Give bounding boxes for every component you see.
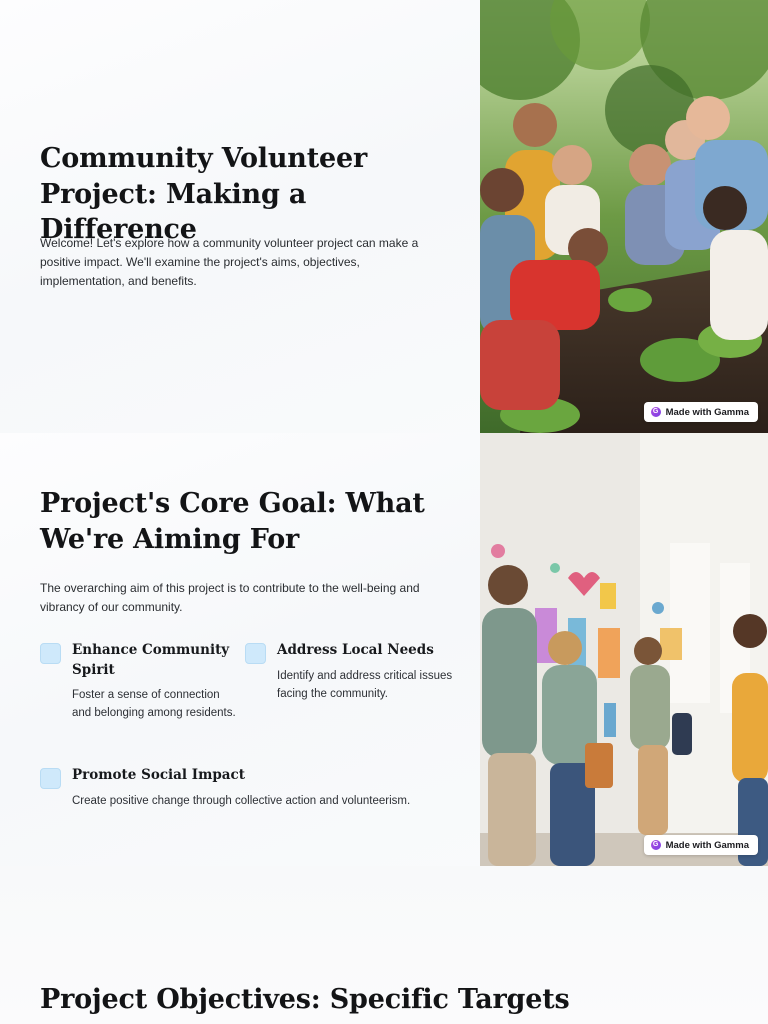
gamma-logo-icon: G — [651, 407, 661, 417]
slide-title: Community Volunteer Project: Making a Difference — [40, 143, 367, 246]
made-with-gamma-badge[interactable] — [644, 402, 758, 422]
volunteers-gardening-image — [480, 0, 768, 433]
checkbox-icon — [245, 643, 266, 664]
feature-title: Enhance Community Spirit — [72, 642, 230, 678]
feature-title: Promote Social Impact — [72, 767, 246, 783]
feature-description: Create positive change through collective action and volunteerism. — [72, 795, 411, 807]
feature-description: Identify and address critical issues facing the community. — [277, 670, 453, 701]
mural-illustration — [480, 433, 768, 866]
gardening-illustration — [480, 0, 768, 433]
slide-title: Project Objectives: Specific Targets — [40, 984, 570, 1015]
aim-paragraph: The overarching aim of this project is to contribute to the well-being and vibrancy of our community. — [40, 581, 420, 614]
feature-social-impact — [40, 766, 460, 816]
feature-description: Foster a sense of connection and belonging among residents. — [72, 689, 236, 720]
made-with-gamma-badge[interactable] — [644, 835, 758, 855]
checkbox-icon — [40, 643, 61, 664]
intro-paragraph: Welcome! Let's explore how a community volunteer project can make a positive impact. We'll examine the project's aims, objectives, implementation, and benefits. — [40, 236, 419, 288]
checkbox-icon — [40, 768, 61, 789]
gamma-logo-icon: G — [651, 840, 661, 850]
slide-title: Project's Core Goal: What We're Aiming For — [40, 488, 425, 555]
feature-title: Address Local Needs — [277, 642, 434, 658]
feature-local-needs — [245, 641, 460, 711]
volunteers-mural-image — [480, 433, 768, 866]
badge-label: Made with Gamma — [665, 406, 749, 418]
feature-enhance-spirit — [40, 641, 240, 746]
badge-label: Made with Gamma — [665, 839, 749, 851]
slide-objectives — [0, 866, 768, 1024]
